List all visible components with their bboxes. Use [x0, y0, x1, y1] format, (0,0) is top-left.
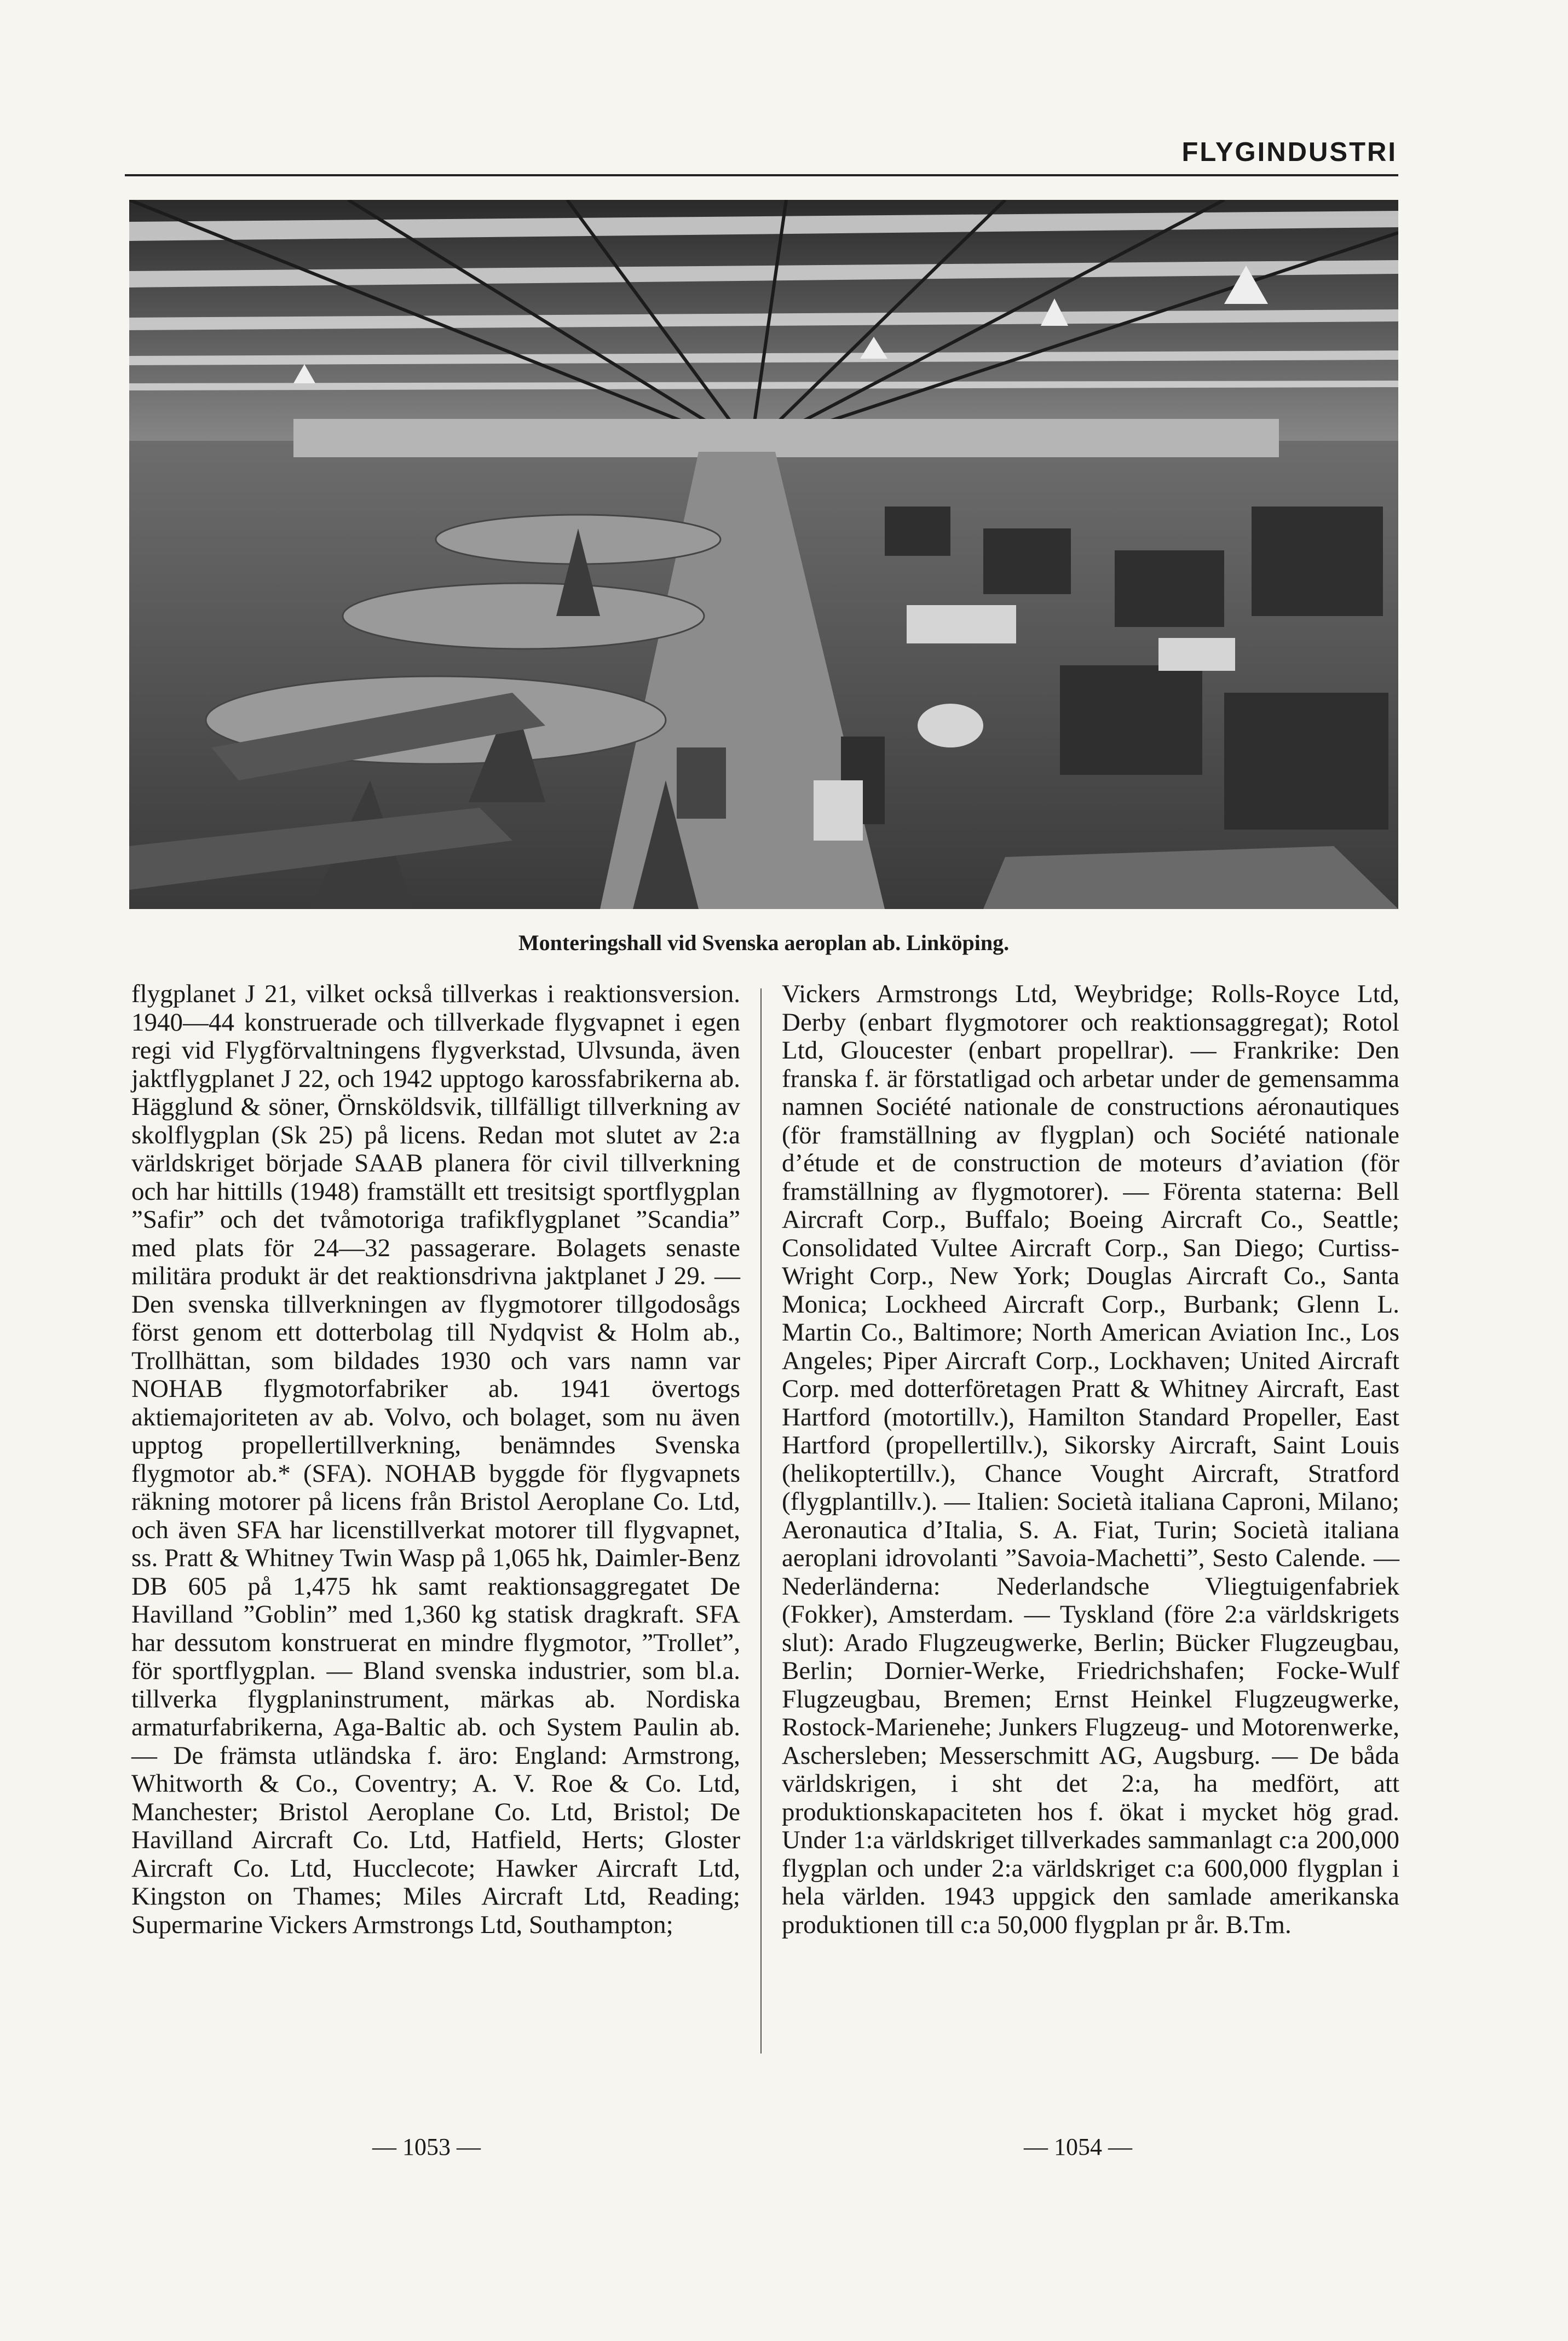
page-number-right: — 1054 —: [1024, 2133, 1132, 2160]
page-number-left: — 1053 —: [372, 2133, 481, 2160]
factory-hall-photo: [129, 200, 1398, 909]
text-column-right: Vickers Armstrongs Ltd, Weybridge; Rolls-Royce Ltd, Derby (enbart flygmotorer och reaktionsaggregat); Rotol Ltd, Gloucester (enbart propellrar). — Frankrike: Den franska f. är förstatligad och arbetar under de gemensamma namnen Société nationale de constructions aéronautiques (för framställning av flygplan) och Société nationale d’étude et de construction de moteurs d’aviation (för framställning av flygmotorer). — Förenta staterna: Bell Aircraft Corp., Buffalo; Boeing Aircraft Co., Seattle; Consolidated Vultee Aircraft Corp., San Diego; Curtiss-Wright Corp., New York; Douglas Aircraft Co., Santa Monica; Lockheed Aircraft Corp., Burbank; Glenn L. Martin Co., Baltimore; North American Aviation Inc., Los Angeles; Piper Aircraft Corp., Lockhaven; United Aircraft Corp. med dotterföretagen Pratt & Whitney Aircraft, East Hartford (motortillv.), Hamilton Standard Propeller, East Hartford (propellertillv.), Sikorsky Aircraft, Saint Louis (helikoptertillv.), Chance Vought Aircraft, Stratford (flygplantillv.). — Italien: Società italiana Caproni, Milano; Aeronautica d’Italia, S. A. Fiat, Turin; Società italiana aeroplani idrovolanti ”Savoia-Machetti”, Sesto Calende. — Nederländerna: Nederlandsche Vliegtuigenfabriek (Fokker), Amsterdam. — Tyskland (före 2:a världskrigets slut): Arado Flugzeugwerke, Berlin; Bücker Flugzeugbau, Berlin; Dornier-Werke, Friedrichshafen; Focke-Wulf Flugzeugbau, Bremen; Ernst Heinkel Flugzeugwerke, Rostock-Marienehe; Junkers Flugzeug- und Motorenwerke, Aschersleben; Messerschmitt AG, Augsburg. — De båda världskrigen, i sht det 2:a, ha medfört, att produktionskapaciteten hos f. ökat i mycket hög grad. Under 1:a världskriget tillverkades sammanlagt c:a 200,000 flygplan och under 2:a världskriget c:a 600,000 flygplan i hela världen. 1943 uppgick den samlade amerikanska produktionen till c:a 50,000 flygplan pr år. B.Tm.: [782, 980, 1399, 1939]
column-divider: [760, 988, 762, 2054]
header-rule: [125, 174, 1398, 176]
running-header: FLYGINDUSTRI: [1181, 137, 1397, 167]
photo-caption: Monteringshall vid Svenska aeroplan ab. Linköping.: [518, 930, 1010, 955]
text-column-left: flygplanet J 21, vilket också tillverkas i reaktionsversion. 1940—44 konstruerade och tillverkade flygvapnet i egen regi vid Flygförvaltningens flygverkstad, Ulvsunda, även jaktflygplanet J 22, och 1942 upptogo karossfabrikerna ab. Hägglund & söner, Örnsköldsvik, tillfälligt tillverkning av skolflygplan (Sk 25) på licens. Redan mot slutet av 2:a världskriget började SAAB planera för civil tillverkning och har hittills (1948) framställt ett tresitsigt sportflygplan ”Safir” och det tvåmotoriga trafikflygplanet ”Scandia” med plats för 24—32 passagerare. Bolagets senaste militära produkt är det reaktionsdrivna jaktplanet J 29. — Den svenska tillverkningen av flygmotorer tillgodosågs först genom ett dotterbolag till Nydqvist & Holm ab., Trollhättan, som bildades 1930 och vars namn var NOHAB flygmotorfabriker ab. 1941 övertogs aktiemajoriteten av ab. Volvo, och bolaget, som nu även upptog propellertillverkning, benämndes Svenska flygmotor ab.* (SFA). NOHAB byggde för flygvapnets räkning motorer på licens från Bristol Aeroplane Co. Ltd, och även SFA har licenstillverkat motorer till flygvapnet, ss. Pratt & Whitney Twin Wasp på 1,065 hk, Daimler-Benz DB 605 på 1,475 hk samt reaktionsaggregatet De Havilland ”Goblin” med 1,360 kg statisk dragkraft. SFA har dessutom konstruerat en mindre flygmotor, ”Trollet”, för sportflygplan. — Bland svenska industrier, som bl.a. tillverka flygplaninstrument, märkas ab. Nordiska armaturfabrikerna, Aga-Baltic ab. och System Paulin ab. — De främsta utländska f. äro: England: Armstrong, Whitworth & Co., Coventry; A. V. Roe & Co. Ltd, Manchester; Bristol Aeroplane Co. Ltd, Bristol; De Havilland Aircraft Co. Ltd, Hatfield, Herts; Gloster Aircraft Co. Ltd, Hucclecote; Hawker Aircraft Ltd, Kingston on Thames; Miles Aircraft Ltd, Reading; Supermarine Vickers Armstrongs Ltd, Southampton;: [131, 980, 741, 1939]
